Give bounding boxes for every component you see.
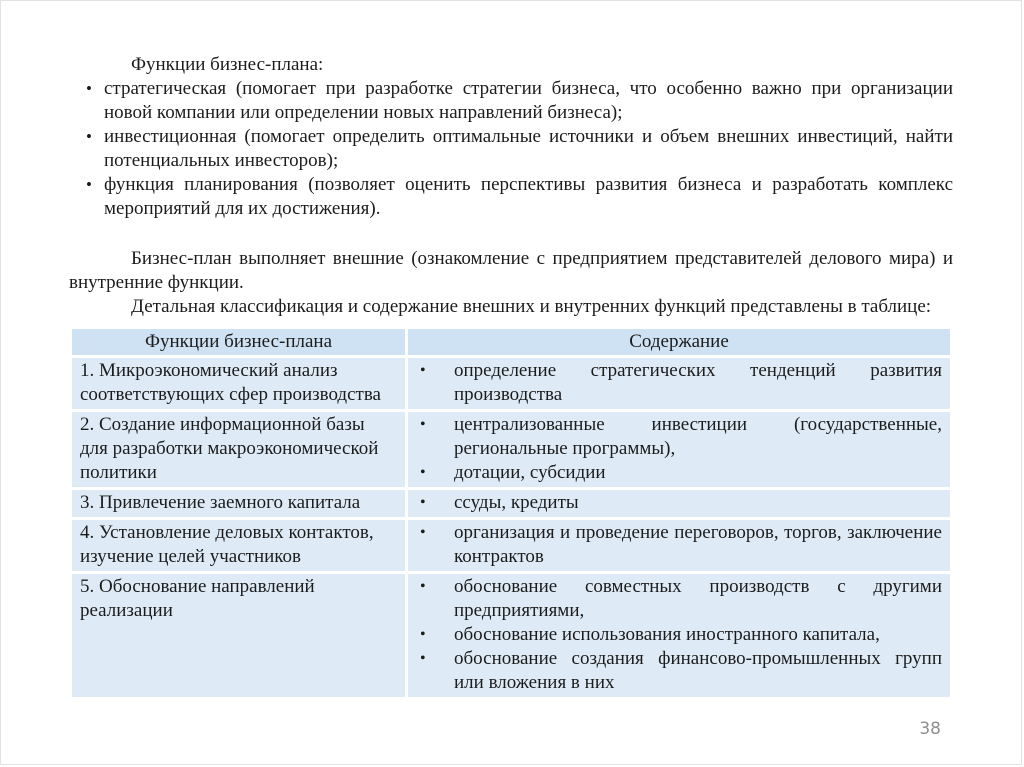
table-row: [71, 519, 952, 573]
intro-bullet-list: [69, 77, 953, 221]
intro-bullet: • стратегическая (помогает при разработке стратегии бизнеса, что особенно важно при организации новой компании или определении новых направлений бизнеса);: [69, 77, 953, 125]
content-cell: [407, 411, 952, 489]
table-header-row: [71, 328, 952, 357]
table-header-functions: Функции бизнес-плана: [71, 328, 407, 357]
content-bullet: • обоснование совместных производств с другими предприятиями,: [416, 575, 942, 623]
content-bullet: • дотации, субсидии: [416, 461, 942, 485]
content-cell: [407, 489, 952, 519]
functions-table: [69, 326, 953, 700]
intro-bullet: • функция планирования (позволяет оценить перспективы развития бизнеса и разработать комплекс мероприятий для их достижения).: [69, 173, 953, 221]
function-cell: 4. Установление деловых контактов, изучение целей участников: [71, 519, 407, 573]
paragraph-external-internal: Бизнес-план выполняет внешние (ознакомление с предприятием представителей делового мира) и внутренние функции.: [69, 248, 953, 293]
table-row: [71, 573, 952, 699]
table-row: [71, 357, 952, 411]
content-bullet: • определение стратегических тенденций развития производства: [416, 359, 942, 407]
content-cell: [407, 573, 952, 699]
paragraph-table-intro: Детальная классификация и содержание внешних и внутренних функций представлены в таблице:: [131, 296, 932, 317]
table-row: [71, 489, 952, 519]
function-cell: 3. Привлечение заемного капитала: [71, 489, 407, 519]
table-row: [71, 411, 952, 489]
content-bullet: • централизованные инвестиции (государственные, региональные программы),: [416, 413, 942, 461]
content-cell: [407, 357, 952, 411]
intro-bullet: • инвестиционная (помогает определить оптимальные источники и объем внешних инвестиций, найти потенциальных инвесторов);: [69, 125, 953, 173]
content-bullet: • ссуды, кредиты: [416, 491, 942, 515]
content-cell: [407, 519, 952, 573]
function-cell: 5. Обоснование направлений реализации: [71, 573, 407, 699]
content-bullet: • организация и проведение переговоров, торгов, заключение контрактов: [416, 521, 942, 569]
page-number: 38: [919, 719, 941, 739]
table-header-content: Содержание: [407, 328, 952, 357]
function-cell: 2. Создание информационной базы для разработки макроэкономической политики: [71, 411, 407, 489]
content-bullet: • обоснование создания финансово-промышленных групп или вложения в них: [416, 647, 942, 695]
functions-table-body: [71, 357, 952, 699]
function-cell: 1. Микроэкономический анализ соответствующих сфер производства: [71, 357, 407, 411]
content-bullet: • обоснование использования иностранного капитала,: [416, 623, 942, 647]
intro-title: Функции бизнес-плана:: [131, 54, 324, 75]
